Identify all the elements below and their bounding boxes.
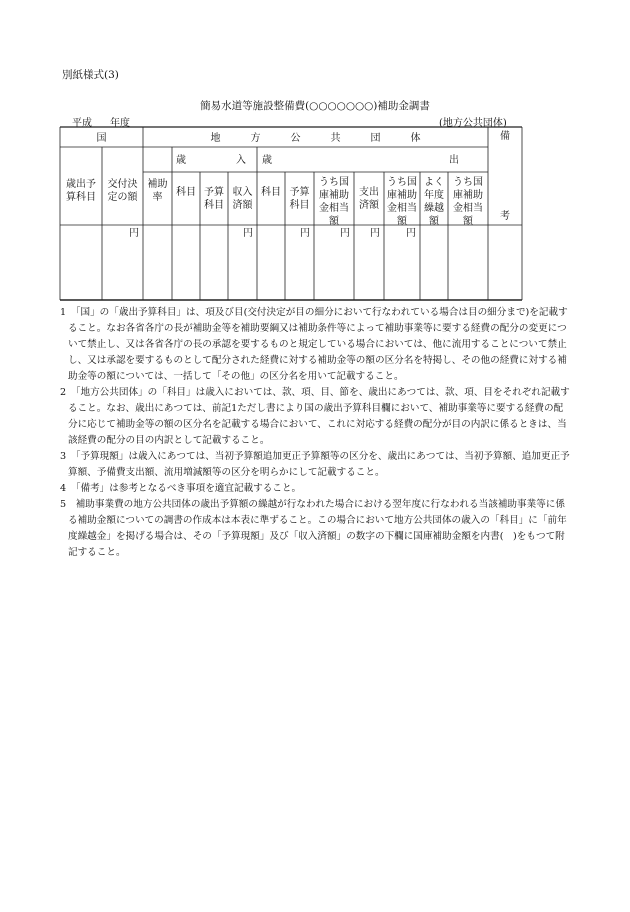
note-item: 2 「地方公共団体」の「科目」は歳入においては、款、項、目、節を、歳出にあつては、款、項、目をそれぞれ記載すること。なお、歳出にあつては、前記1ただし書により国の歳出予算科目欄において、補助事業等に要する経費の配分に応じて補助金等の額の区分名を記載する場合において、これに対応する経費の配分が目の内訳に係るときは、当該経費の配分の目の内訳として記載すること。 — [60, 387, 570, 446]
header-expenditure-item: 科目 — [261, 187, 281, 198]
header-remarks-top: 備 — [500, 131, 510, 142]
header-remarks-bottom: 考 — [500, 211, 510, 222]
instructions-notes — [60, 305, 572, 561]
header-expenditure-subsidy-equiv: うち国 庫補助 金相当 額 — [319, 177, 349, 227]
header-revenue-received: 収入 済額 — [232, 187, 253, 211]
yen-unit-received: 円 — [243, 228, 253, 239]
header-grant-decision-amount: 交付決 定の額 — [107, 179, 138, 203]
header-subsidy-rate: 補助 率 — [147, 179, 168, 203]
header-paid-subsidy-equiv: うち国 庫補助 金相当 額 — [387, 177, 417, 227]
header-national: 国 — [96, 133, 107, 144]
organization-label: (地方公共団体) — [439, 118, 507, 129]
note-item: 4 「備考」は参考となるべき事項を適宜記載すること。 — [60, 483, 302, 494]
header-carryover-subsidy-equiv: うち国 庫補助 金相当 額 — [453, 177, 483, 227]
yen-unit-exp-budget: 円 — [300, 228, 310, 239]
fiscal-year-label: 年度 — [110, 118, 130, 129]
header-revenue-budget: 予算 科目 — [204, 187, 224, 211]
grant-table-grid — [0, 0, 630, 310]
header-expenditure-budget: 予算 科目 — [289, 187, 310, 211]
header-expenditure-paid: 支出 済額 — [359, 187, 379, 211]
header-expenditure-end: 出 — [449, 155, 459, 166]
header-expenditure: 歳 — [262, 155, 272, 166]
yen-unit-grant: 円 — [129, 228, 139, 239]
header-national-budget-item: 歳出予 算科目 — [66, 179, 96, 203]
note-item: 5 補助事業費の地方公共団体の歳出予算額の繰越が行なわれた場合における翌年度に行なわれる当該補助事業等に係る補助金額についての調書の作成本は本表に準ずること。この場合において地方公共団体の歳入の「科目」に「前年度繰越金」を掲げる場合は、その「予算現額」及び「収入済額」の数字の下欄に国庫補助金額を内書( )をもつて附記すること。 — [60, 499, 567, 558]
era-label: 平成 — [72, 118, 92, 129]
note-item: 1 「国」の「歳出予算科目」は、項及び目(交付決定が目の細分において行なわれている場合は目の細分まで)を記載すること。なお各省各庁の長が補助金等を補助要綱又は補助条件等によって補助事業等に要する経費の配分の変更について禁止し、又は各省各庁の長の承認を要するものと規定している場合においては、他に流用することについて禁止し、又は承認を要するものとして配分された経費に対する補助金等の額の区分名を特掲し、その他の経費に対する補助金等の額については、一括して「その他」の区分名を用いて記載すること。 — [60, 307, 568, 382]
note-item: 3 「予算現額」は歳入にあつては、当初予算額追加更正予算額等の区分を、歳出にあつては、当初予算額、追加更正予算額、予備費支出額、流用増減額等の区分を明らかにして記載すること。 — [60, 451, 570, 478]
yen-unit-exp-subsidy: 円 — [340, 228, 350, 239]
header-local-government: 地 方 公 共 団 体 — [210, 133, 421, 144]
yen-unit-exp-paid: 円 — [370, 228, 380, 239]
header-revenue: 歳 入 — [176, 155, 246, 166]
document-title: 簡易水道等施設整備費(○○○○○○○)補助金調書 — [200, 100, 430, 112]
header-revenue-item: 科目 — [176, 187, 196, 198]
yen-unit-paid-subsidy: 円 — [406, 228, 416, 239]
header-carryover: よく 年度 繰越 額 — [424, 177, 444, 227]
form-label: 別紙様式(3) — [62, 69, 119, 81]
